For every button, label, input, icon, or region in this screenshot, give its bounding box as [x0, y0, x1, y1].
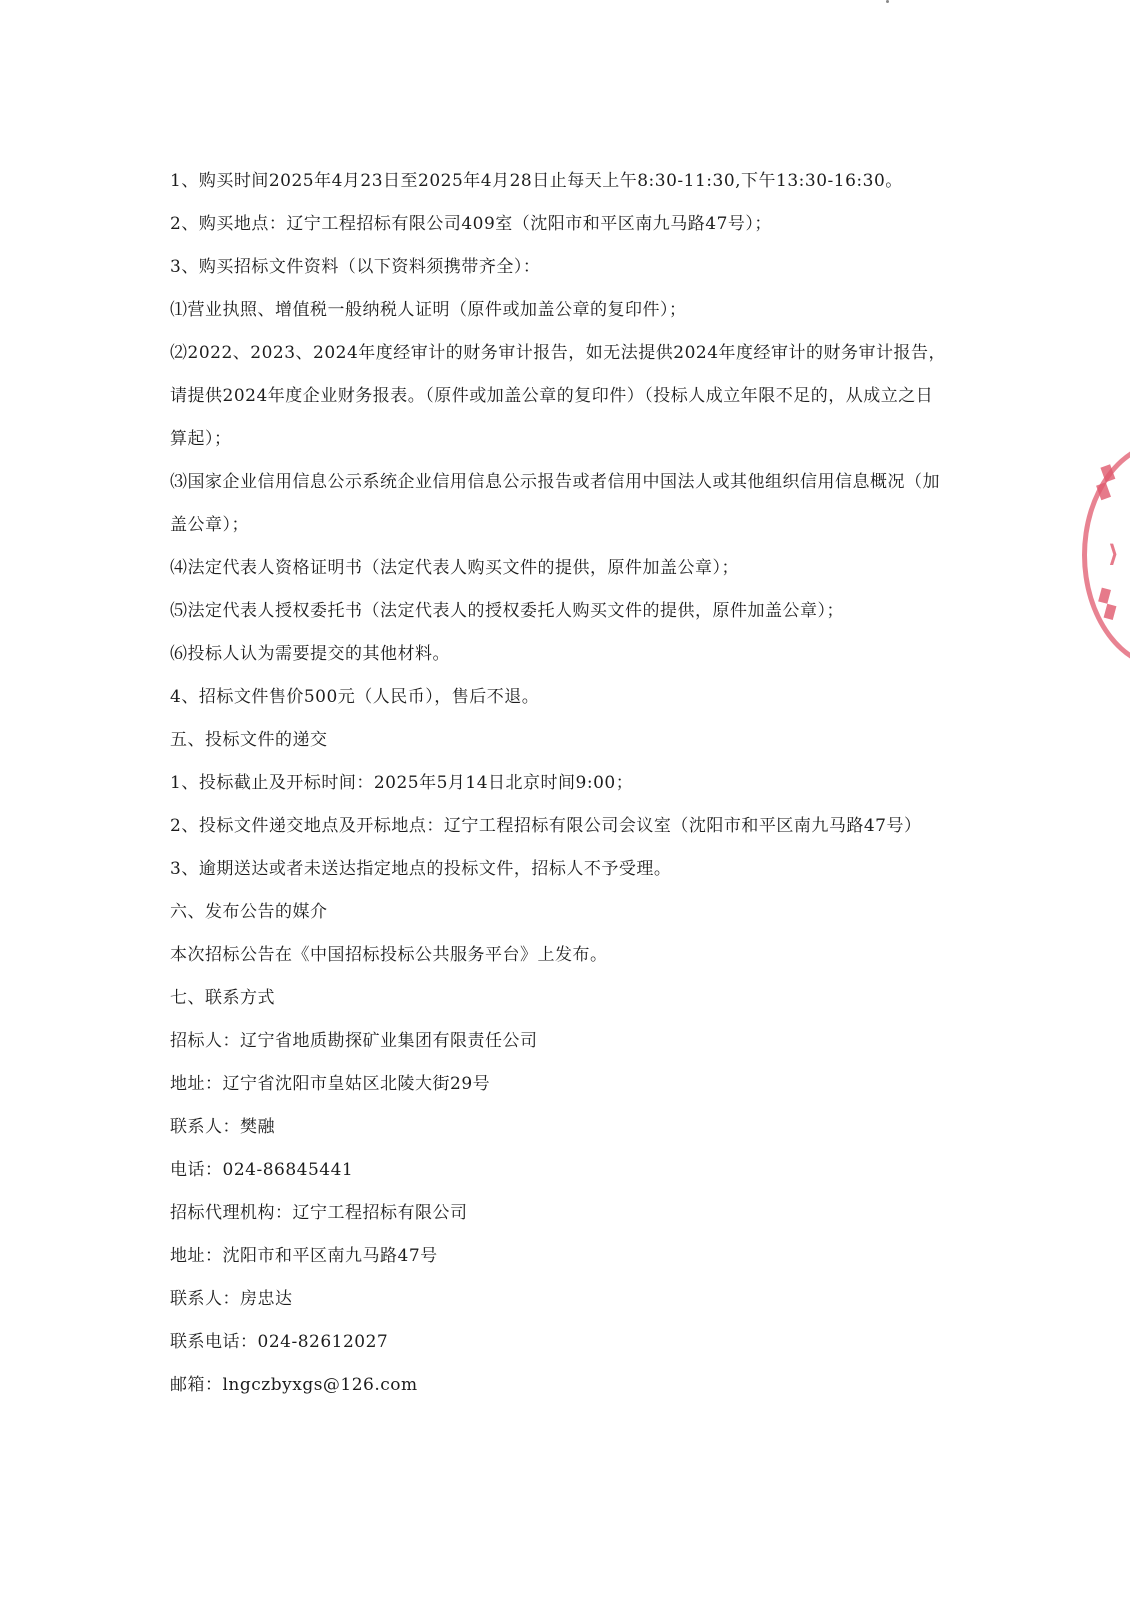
material-item-3: ⑶国家企业信用信息公示系统企业信用信息公示报告或者信用中国法人或其他组织信用信息概况（加盖公章）；: [170, 472, 940, 535]
material-item-6: ⑹投标人认为需要提交的其他材料。: [170, 644, 450, 664]
agency-contact-person: 联系人：房忠达: [170, 1289, 293, 1309]
publication-platform: 本次招标公告在《中国招标投标公共服务平台》上发布。: [170, 945, 608, 965]
purchase-time: 1、购买时间2025年4月23日至2025年4月28日止每天上午8:30-11:30,下午13:30-16:30。: [170, 171, 903, 191]
purchase-location: 2、购买地点：辽宁工程招标有限公司409室（沈阳市和平区南九马路47号）；: [170, 214, 772, 234]
document-body: [170, 160, 950, 1407]
tenderer-address: 地址：辽宁省沈阳市皇姑区北陵大街29号: [170, 1074, 491, 1094]
material-item-1: ⑴营业执照、增值税一般纳税人证明（原件或加盖公章的复印件）；: [170, 300, 687, 320]
purchase-materials-heading: 3、购买招标文件资料（以下资料须携带齐全）：: [170, 257, 541, 277]
agency-address: 地址：沈阳市和平区南九马路47号: [170, 1246, 438, 1266]
deadline-time: 1、投标截止及开标时间：2025年5月14日北京时间9:00；: [170, 773, 634, 793]
seal-stamp-fragment: [1078, 440, 1130, 680]
tenderer-name: 招标人：辽宁省地质勘探矿业集团有限责任公司: [170, 1031, 538, 1051]
seal-mark: ▞: [1091, 465, 1121, 501]
seal-mark: ⟩: [1108, 540, 1119, 568]
seal-mark: ▚: [1094, 588, 1120, 620]
material-item-4: ⑷法定代表人资格证明书（法定代表人购买文件的提供，原件加盖公章）；: [170, 558, 739, 578]
section-heading-contact: 七、联系方式: [170, 988, 275, 1008]
section-heading-submission: 五、投标文件的递交: [170, 730, 328, 750]
tenderer-contact-person: 联系人：樊融: [170, 1117, 275, 1137]
material-item-5: ⑸法定代表人授权委托书（法定代表人的授权委托人购买文件的提供，原件加盖公章）；: [170, 601, 844, 621]
agency-email: 邮箱：lngczbyxgs@126.com: [170, 1375, 418, 1395]
agency-phone: 联系电话：024-82612027: [170, 1332, 389, 1352]
late-submission-note: 3、逾期送达或者未送达指定地点的投标文件，招标人不予受理。: [170, 859, 672, 879]
scan-speck: [886, 0, 889, 3]
submission-location: 2、投标文件递交地点及开标地点：辽宁工程招标有限公司会议室（沈阳市和平区南九马路47号）: [170, 816, 922, 836]
agency-name: 招标代理机构：辽宁工程招标有限公司: [170, 1203, 468, 1223]
material-item-2: ⑵2022、2023、2024年度经审计的财务审计报告，如无法提供2024年度经审计的财务审计报告，请提供2024年度企业财务报表。（原件或加盖公章的复印件）（投标人成立年限不足的，从成立之日算起）；: [170, 343, 947, 449]
document-price: 4、招标文件售价500元（人民币），售后不退。: [170, 687, 540, 707]
section-heading-media: 六、发布公告的媒介: [170, 902, 328, 922]
tenderer-phone: 电话：024-86845441: [170, 1160, 354, 1180]
